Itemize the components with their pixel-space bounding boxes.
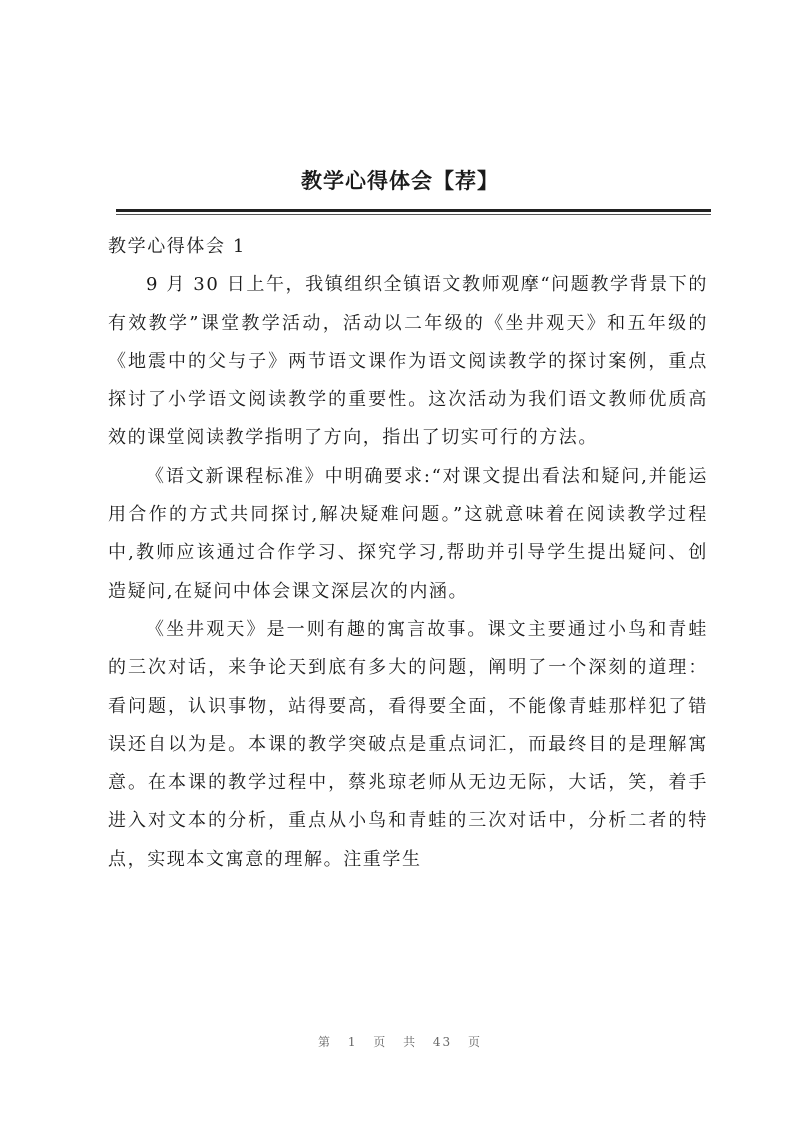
page-footer: 第 1 页 共 43 页 (318, 1035, 482, 1049)
page-title: 教学心得体会【荐】 (301, 169, 499, 193)
paragraph-1: 9 月 30 日上午，我镇组织全镇语文教师观摩“问题教学背景下的有效教学”课堂教学活动，活动以二年级的《坐井观天》和五年级的《地震中的父与子》两节语文课作为语文阅读教学的探讨案例，重点探讨了小学语文阅读教学的重要性。这次活动为我们语文教师优质高效的课堂阅读教学指明了方向，指出了切实可行的方法。 (108, 274, 708, 449)
paragraph-3: 《坐井观天》是一则有趣的寓言故事。课文主要通过小鸟和青蛙的三次对话，来争论天到底有多大的问题，阐明了一个深刻的道理：看问题，认识事物，站得要高，看得要全面，不能像青蛙那样犯了错误还自以为是。本课的教学突破点是重点词汇，而最终目的是理解寓意。在本课的教学过程中，蔡兆琼老师从无边无际，大话，笑，着手进入对文本的分析，重点从小鸟和青蛙的三次对话中，分析二者的特点，实现本文寓意的理解。注重学生 (108, 618, 708, 870)
title-divider (116, 209, 711, 212)
section-heading: 教学心得体会 1 (108, 236, 246, 257)
document-body (108, 228, 708, 879)
title-divider-thin (116, 214, 711, 215)
paragraph-2: 《语文新课程标准》中明确要求:“对课文提出看法和疑问,并能运用合作的方式共同探讨,解决疑难问题。”这就意味着在阅读教学过程中,教师应该通过合作学习、探究学习,帮助并引导学生提出疑问、创造疑问,在疑问中体会课文深层次的内涵。 (108, 465, 708, 602)
